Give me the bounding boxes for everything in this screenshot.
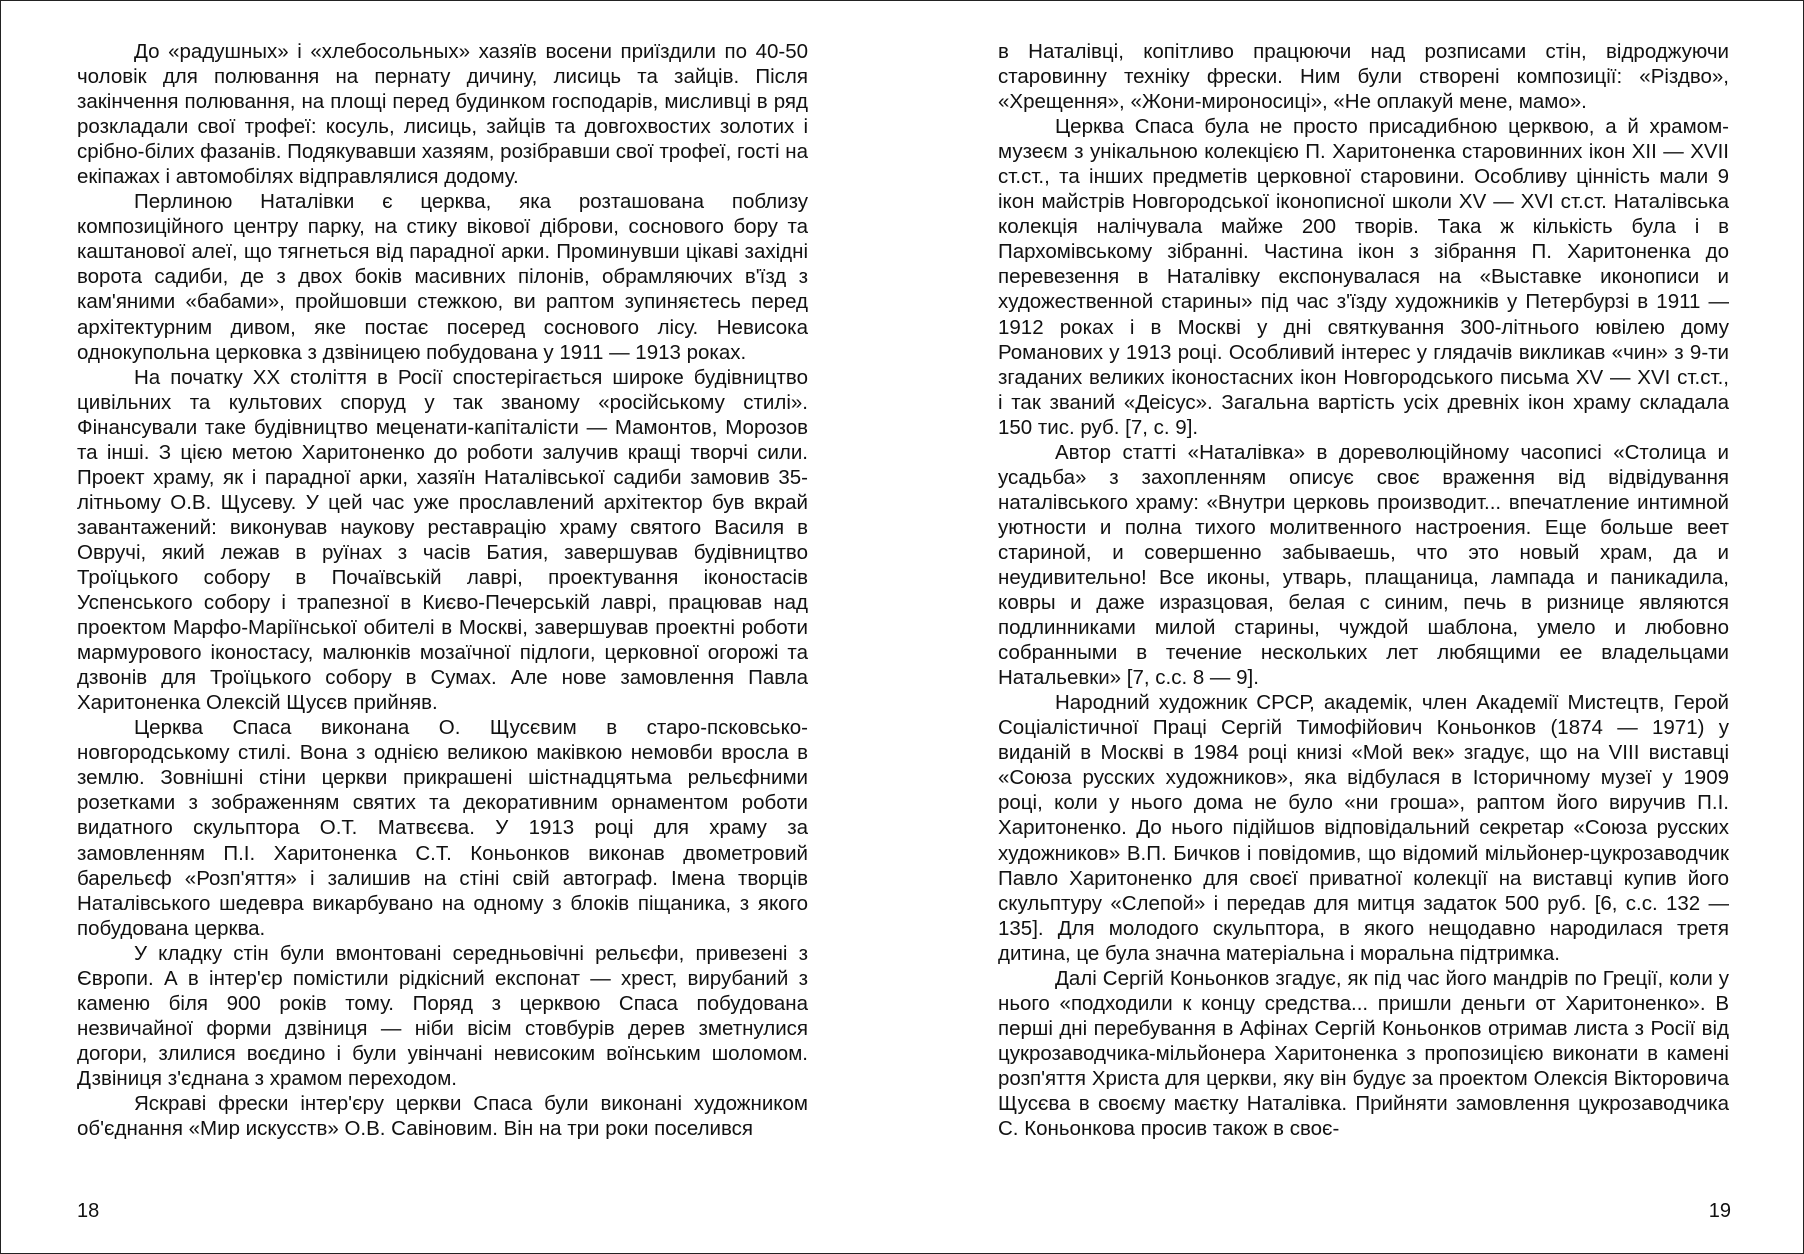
paragraph: Далі Сергій Коньонков згадує, як під час його мандрів по Греції, коли у нього «подходили к концу средства... пришли деньги от Харитоненко». В перші дні перебування в Афінах Сергій Коньонков отримав листа з Росії від цукрозаводчика-мільйонера Харитоненка з пропозицією виконати в камені розп'яття Христа для церкви, яку він будує за проектом Олексія Вікторовича Щусєва в своєму маєтку Наталівка. Прийняти замовлення цукрозаводчика С. Коньонкова просив також в своє- <box>998 966 1729 1141</box>
page-number-right: 19 <box>1708 1200 1731 1222</box>
paragraph: Церква Спаса була не просто присадибною церквою, а й храмом-музеєм з унікальною колекцією П. Харитоненка старовинних ікон XII — XVII ст.ст., та інших предметів церковної старовини. Особливу цінність мали 9 ікон майстрів Новгородської іконописної школи XV — XVI ст.ст. Наталівська колекція налічувала майже 200 творів. Така ж кількість була і в Пархомівському зібранні. Частина ікон з зібрання П. Харитоненка до перевезення в Наталівку експонувалася на «Выставке иконописи и художественной старины» під час з'їзду художників у Петербурзі в 1911 — 1912 роках і в Москві у дні святкування 300-літнього ювілею дому Романових у 1913 році. Особливий інтерес у глядачів викликав «чин» з 9-ти згаданих великих іконостасних ікон Новгородського письма XV — XVI ст.ст., і так званий «Деісус». Загальна вартість усіх древніх ікон храму складала 150 тис. руб. [7, с. 9]. <box>998 115 1729 439</box>
paragraph: в Наталівці, копітливо працюючи над розписами стін, відроджуючи старовинну техніку фрески. Ним були створені композиції: «Різдво», «Хрещення», «Жони-мироносиці», «Не оплакуй мене, мамо». <box>998 40 1729 114</box>
paragraph: На початку XX століття в Росії спостерігається широке будівництво цивільних та культових споруд у так званому «російському стилі». Фінансували таке будівництво меценати-капіталісти — Мамонтов, Морозов та інші. З цією метою Харитоненко до роботи залучив кращі творчі сили. Проект храму, як і парадної арки, хазяїн Наталівської садиби замовив 35-літньому О.В. Щусеву. У цей час уже прославлений архітектор був вкрай завантажений: виконував наукову реставрацію храму святого Василя в Овручі, який лежав в руїнах з часів Батия, завершував будівництво Троїцького собору в Почаївській лаврі, проектування іконостасів Успенського собору і трапезної в Києво-Печерській лаврі, працював над проектом Марфо-Маріїнської обителі в Москві, завершував проектні роботи мармурового іконостасу, малюнків мозаїчної підлоги, церковної огорожі та дзвонів для Троїцького собору в Сумах. Але нове замовлення Павла Харитоненка Олексій Щусєв прийняв. <box>77 365 808 715</box>
paragraph: До «радушных» і «хлебосольных» хазяїв восени приїздили по 40-50 чоловік для полювання на пернату дичину, лисиць та зайців. Після закінчення полювання, на площі перед будинком господарів, мисливці в ряд розкладали свої трофеї: косуль, лисиць, зайців та довгохвостих золотих і срібно-білих фазанів. Подякувавши хазяям, розібравши свої трофеї, гості на екіпажах і автомобілях відправлялися додому. <box>77 40 809 189</box>
paragraph: Автор статті «Наталівка» в дореволюційному часописі «Столица и усадьба» з захопленням описує своє враження від відвідування наталівського храму: «Внутри церковь производит... впечатление интимной уютности и полна тихого молитвенного настроения. Еще больше веет стариной, и совершенно забываешь, что это новый храм, да и неудивительно! Все иконы, утварь, плащаница, лампада и паникадила, ковры и даже изразцовая, белая с синим, печь в ризнице являются подлинниками милой старины, чуждой шаблона, умело и любовно собранными в течение нескольких лет любящими ее владельцами Натальевки» [7, с.с. 8 — 9]. <box>998 440 1729 690</box>
left-page <box>77 39 808 1207</box>
paragraph: Церква Спаса виконана О. Щусєвим в старо-псковсько-новгородському стилі. Вона з однією великою маківкою немовби вросла в землю. Зовнішні стіни церкви прикрашені шістнадцятьма рельєфними розетками з зображенням святих та декоративним орнаментом роботи видатного скульптора О.Т. Матвєєва. У 1913 році для храму за замовленням П.І. Харитоненка С.Т. Коньонков виконав двометровий барельєф «Розп'яття» і залишив на стіні свій автограф. Імена творців Наталівського шедевра викарбувано на одному з блоків піщаника, з якого побудована церква. <box>77 716 808 940</box>
paragraph: Яскраві фрески інтер'єру церкви Спаса були виконані художником об'єднання «Мир искусств» О.В. Савіновим. Він на три роки поселився <box>77 1091 808 1141</box>
paragraph: Перлиною Наталівки є церква, яка розташована поблизу композиційного центру парку, на стику вікової діброви, соснового бору та каштанової алеї, що тягнеться від парадної арки. Проминувши цікаві західні ворота садиби, де з двох боків масивних пілонів, обрамляючих в'їзд з кам'яними «бабами», пройшовши стежкою, ви раптом зупиняєтесь перед архітектурним дивом, яке постає посеред соснового лісу. Невисока однокупольна церковка з дзвіницею побудована у 1911 — 1913 роках. <box>77 190 808 364</box>
paragraph: У кладку стін були вмонтовані середньовічні рельєфи, привезені з Європи. А в інтер'єр помістили рідкісний експонат — хрест, вирубаний з каменю біля 900 років тому. Поряд з церквою Спаса побудована незвичайної форми дзвіниця — ніби вісім стовбурів дерев зметнулися догори, злилися воєдино і були увінчані невисоким воїнським шоломом. Дзвіниця з'єднана з храмом переходом. <box>77 941 808 1090</box>
paragraph: Народний художник СРСР, академік, член Академії Мистецтв, Герой Соціалістичної Праці Сергій Тимофійович Коньонков (1874 — 1971) у виданій в Москві в 1984 році книзі «Мой век» згадує, що на VIII виставці «Союза русских художников», яка відбулася в Історичному музеї у 1909 році, коли у нього дома не було «ни гроша», раптом його виручив П.І. Харитоненко. До нього підійшов відповідальний секретар «Союза русских художников» В.П. Бичков і повідомив, що відомий мільйонер-цукрозаводчик Павло Харитоненко для своєї приватної колекції на виставці купив його скульптуру «Слепой» і передав для митця задаток 500 руб. [6, с.с. 132 — 135]. Для молодого скульптора, в якого нещодавно народилася третя дитина, це була значна матеріальна і моральна підтримка. <box>998 691 1729 965</box>
right-page <box>998 39 1729 1207</box>
page-number-left: 18 <box>77 1200 100 1222</box>
